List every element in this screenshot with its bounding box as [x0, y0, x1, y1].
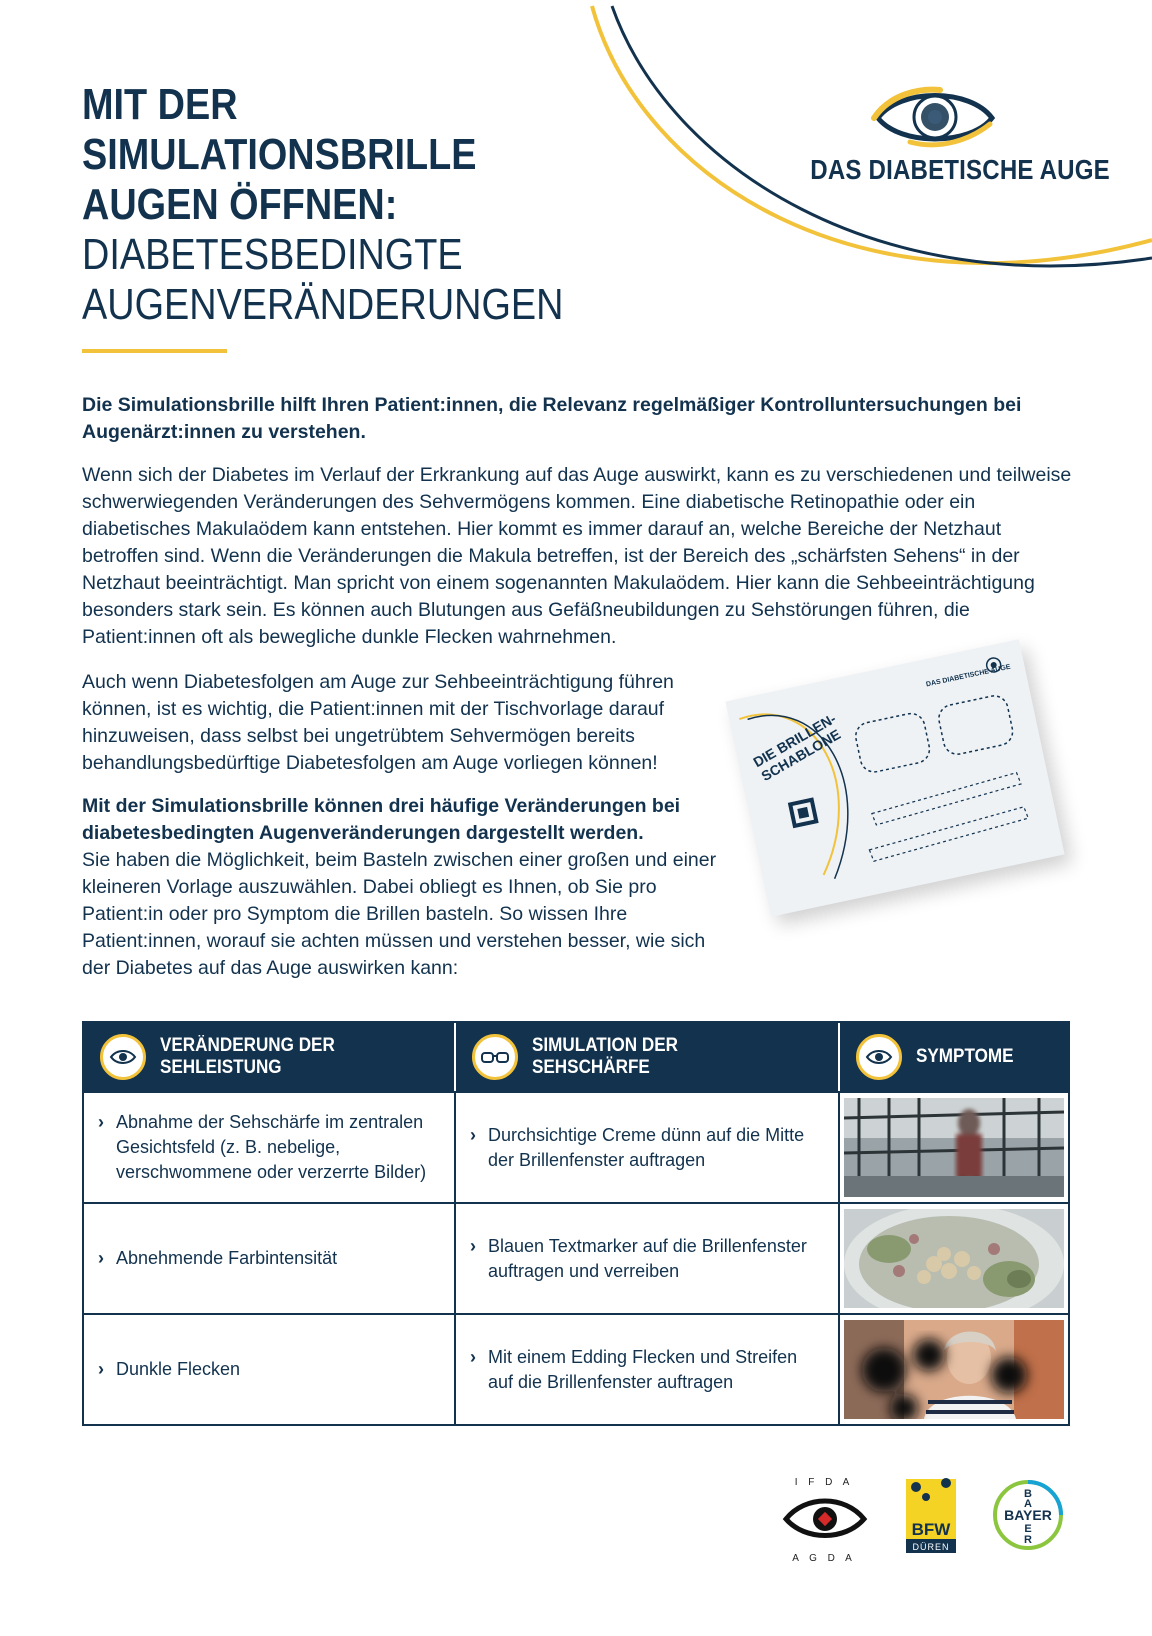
cell-change: [84, 1093, 456, 1202]
dark-spots-portrait-photo: [844, 1320, 1064, 1419]
ifda-top-text: I F D A: [794, 1477, 854, 1488]
title-line-1: MIT DER: [82, 80, 238, 129]
template-card-brand: DAS DIABETISCHE AUGE: [925, 663, 1012, 689]
brand-logo: [790, 84, 1110, 186]
cell-simulation: [456, 1204, 840, 1313]
template-card: [725, 639, 1064, 917]
chevron-right-icon: ›: [470, 1124, 476, 1145]
cell-change: [84, 1315, 456, 1424]
eye-icon: [856, 1034, 902, 1080]
subtitle-line-2: AUGENVERÄNDERUNGEN: [82, 280, 564, 329]
glasses-icon: [472, 1034, 518, 1080]
bayer-v-b: B: [1024, 1488, 1032, 1500]
paragraph-2: Auch wenn Diabetesfolgen am Auge zur Sehbeeinträchtigung führen können, ist es wichtig, die Patient:innen mit der Tischvorlage darauf hinzuweisen, dass selbst bei ungetrübtem Sehvermögen bereits behandlungsbedürftige Diabetesfolgen am Auge vorliegen können!: [82, 671, 674, 774]
header-simulation: [456, 1023, 840, 1091]
title-line-2: SIMULATIONSBRILLE: [82, 130, 477, 179]
partner-logos-art: [780, 1473, 1070, 1563]
cell-photo: [840, 1315, 1068, 1424]
page-title: [82, 80, 602, 330]
cell-text: Blauen Textmarker auf die Brillenfenster auftragen und verreiben: [488, 1235, 807, 1281]
symptom-table: [82, 1021, 1070, 1426]
logo-text: DAS DIABETISCHE AUGE: [810, 154, 1110, 185]
cell-change: [84, 1204, 456, 1313]
header-vision-change: [84, 1023, 456, 1091]
header-label: VERÄNDERUNG DER SEHLEISTUNG: [160, 1035, 335, 1078]
bfw-text: BFW: [911, 1520, 951, 1539]
cell-text: Mit einem Edding Flecken und Streifen auf die Brillenfenster auftragen: [488, 1346, 798, 1392]
blurred-street-photo: [844, 1098, 1064, 1197]
lead-paragraph: Die Simulationsbrille hilft Ihren Patient:innen, die Relevanz regelmäßiger Kontrolluntersuchungen bei Augenärzt:innen zu verstehen.: [82, 394, 1022, 443]
cell-text: Durchsichtige Creme dünn auf die Mitte der Brillenfenster auftragen: [488, 1124, 805, 1170]
cell-text: Dunkle Flecken: [116, 1359, 241, 1379]
bayer-text: BAYER: [1004, 1507, 1052, 1523]
title-line-3: AUGEN ÖFFNEN:: [82, 180, 398, 229]
eye-icon: [870, 84, 1000, 150]
template-card-image: [725, 639, 1064, 917]
cell-photo: [840, 1204, 1068, 1313]
bayer-v-r: R: [1024, 1534, 1032, 1546]
chevron-right-icon: ›: [470, 1235, 476, 1256]
chevron-right-icon: ›: [98, 1112, 104, 1132]
paragraph-3-bold: Mit der Simulationsbrille können drei häufige Veränderungen bei diabetesbedingten Augenveränderungen dargestellt werden.: [82, 795, 681, 844]
paragraph-1: Wenn sich der Diabetes im Verlauf der Erkrankung auf das Auge auswirkt, kann es zu verschiedenen und teilweise schwerwiegenden Veränderungen des Sehvermögens kommen. Eine diabetische Retinopathie oder ein diabetisches Makulaödem kann entstehen. Hier kommt es immer darauf an, welche Bereiche der Netzhaut betroffen sind. Wenn die Veränderungen die Makula betreffen, ist der Bereich des „schärfsten Sehens“ in der Netzhaut beeinträchtigt. Man spricht von einem sogenannten Makulaödem. Hier kann die Sehbeeinträchtigung besonders stark sein. Es können auch Blutungen aus Gefäßneubildungen zu Sehstörungen führen, die Patient:innen oft als bewegliche dunkle Flecken wahrnehmen.: [82, 464, 1072, 648]
faded-salad-photo: [844, 1209, 1064, 1308]
table-row: [84, 1091, 1068, 1202]
header-label: SIMULATION DER SEHSCHÄRFE: [532, 1035, 678, 1078]
header-label: SYMPTOME: [916, 1046, 1014, 1067]
table-row: [84, 1202, 1068, 1313]
cell-text: Abnehmende Farbintensität: [116, 1248, 338, 1268]
template-card-title: DIE BRILLEN- SCHABLONE: [750, 710, 844, 785]
ifda-bottom-text: A G D A: [792, 1553, 856, 1563]
title-divider: [82, 349, 227, 353]
cell-text: Abnahme der Sehschärfe im zentralen Gesichtsfeld (z. B. nebelige, verschwommene oder verzerrte Bilder): [116, 1112, 427, 1182]
cell-photo: [840, 1093, 1068, 1202]
paragraph-3-text: Sie haben die Möglichkeit, beim Basteln zwischen einer großen und einer kleineren Vorlage auszuwählen. Dabei obliegt es Ihnen, ob Sie pro Patient:in oder pro Symptom die Brillen basteln. So wissen Ihre Patient:innen, worauf sie achten müssen und verstehen besser, wie sich der Diabetes auf das Auge auswirken kann:: [82, 849, 717, 979]
chevron-right-icon: ›: [470, 1346, 476, 1367]
header-symptoms: [840, 1023, 1068, 1091]
bfw-sub-text: DÜREN: [912, 1542, 950, 1552]
cell-simulation: [456, 1315, 840, 1424]
partner-logos: [780, 1473, 1070, 1563]
bayer-v-a: A: [1024, 1498, 1032, 1510]
bayer-v-e: E: [1024, 1523, 1032, 1535]
table-row: [84, 1313, 1068, 1424]
subtitle-line-1: DIABETESBEDINGTE: [82, 230, 463, 279]
eye-icon: [100, 1034, 146, 1080]
chevron-right-icon: ›: [98, 1248, 104, 1268]
cell-simulation: [456, 1093, 840, 1202]
paragraph-3: [82, 793, 722, 982]
chevron-right-icon: ›: [98, 1359, 104, 1379]
table-header: [84, 1023, 1068, 1091]
